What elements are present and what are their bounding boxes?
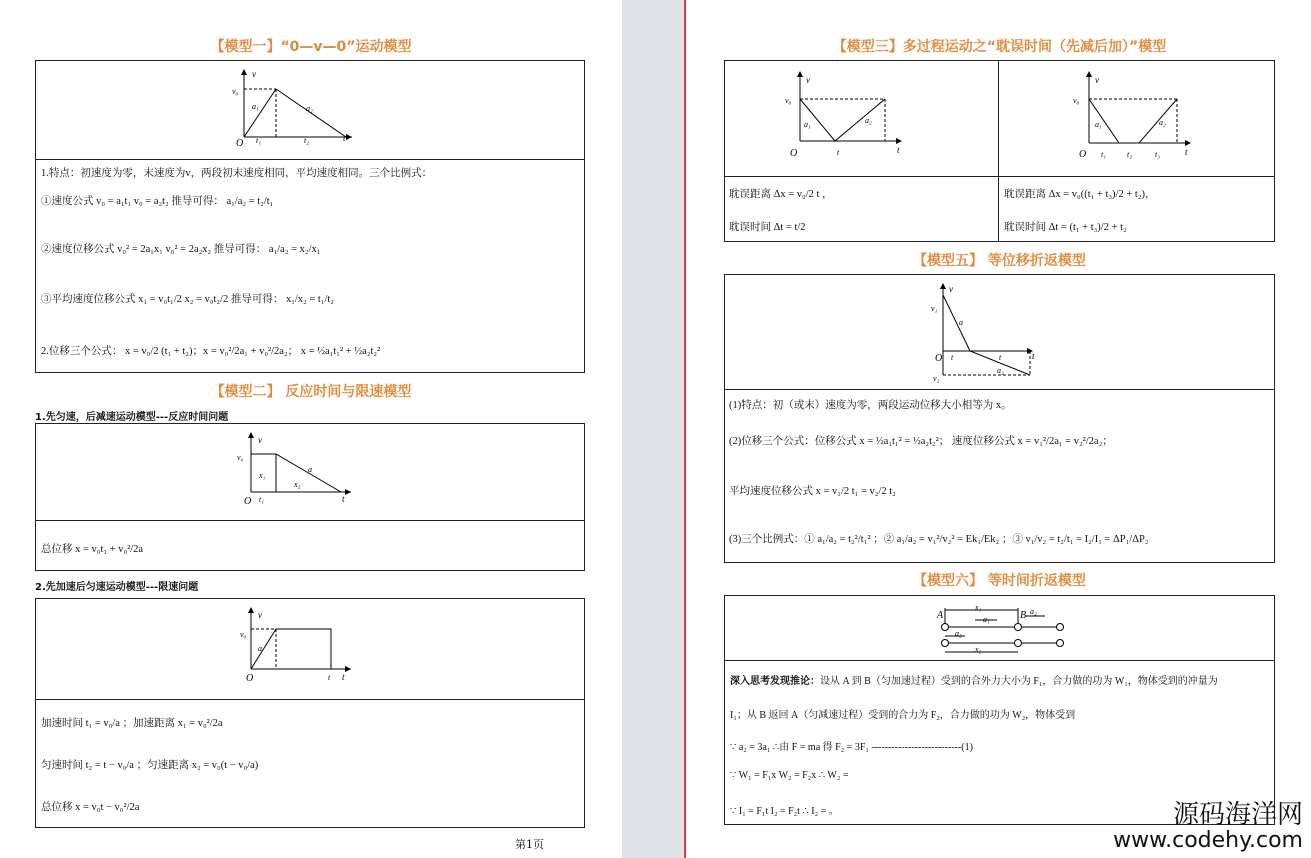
model5-ratios: (3)三个比例式：① a₁/a₂ = t₂²/t₁² ；② a₁/a₂ = v₁²/v₂² = Ek₁/Ek₂ ；③ v₁/v₂ = t₂/t₁ = I₂/I₁ = ΔP₁/ΔP₂: [729, 534, 1149, 545]
svg-text:v: v: [252, 69, 256, 79]
model5-feature: (1)特点：初（或末）速度为零，两段运动位移大小相等为 x。: [729, 400, 1012, 411]
model3-graph-left: [725, 61, 998, 176]
model3-right-distance: 耽误距离 Δx = v₀((t₁ + t₃)/2 + t₂)，: [1004, 189, 1156, 200]
svg-text:a₁: a₁: [1095, 120, 1102, 129]
model2-table2: [35, 598, 585, 828]
model1-table: [35, 60, 585, 373]
model6-diagram: [725, 596, 1276, 660]
model2-table1: [35, 423, 585, 571]
model6-table: [724, 595, 1275, 825]
svg-text:v₀: v₀: [232, 87, 239, 96]
watermark-line1: 源码海洋网: [1172, 799, 1303, 830]
page-number: 第1页: [515, 838, 544, 851]
svg-text:O: O: [246, 673, 254, 684]
svg-text:O: O: [244, 496, 252, 507]
svg-text:t: t: [1185, 147, 1188, 157]
svg-text:a: a: [959, 318, 963, 327]
model2-uniform-time: 匀速时间 t₂ = t − v₀/a ；匀速距离 x₂ = v₀(t − v₀/a): [41, 760, 259, 771]
svg-text:O: O: [790, 148, 798, 159]
svg-text:v₀: v₀: [240, 630, 247, 639]
svg-text:x₁: x₁: [259, 471, 266, 480]
svg-text:t: t: [999, 353, 1002, 362]
svg-text:t: t: [342, 672, 345, 682]
svg-text:a₂: a₂: [1159, 118, 1166, 127]
model1-title: 【模型一】“0—v—0”运动模型: [210, 39, 412, 55]
watermark: [1113, 799, 1303, 853]
model3-title: 【模型三】多过程运动之“耽误时间（先减后加）”模型: [832, 39, 1167, 55]
model6-inference: [730, 672, 1218, 687]
svg-text:t₁: t₁: [256, 136, 262, 145]
svg-text:x₂: x₂: [975, 645, 982, 654]
model2-sub2: 2.先加速后匀速运动模型---限速问题: [35, 582, 199, 593]
svg-text:O: O: [236, 138, 244, 149]
svg-text:a₂: a₂: [997, 366, 1004, 375]
watermark-line2: www.codehy.com: [1113, 827, 1303, 853]
svg-text:a₁: a₁: [252, 102, 259, 111]
model3-graph-right: [999, 61, 1275, 176]
svg-text:t₁: t₁: [1101, 150, 1107, 159]
svg-text:x₂: x₂: [294, 480, 301, 489]
svg-text:t: t: [343, 133, 346, 143]
model1-vt-graph: [36, 61, 586, 161]
svg-text:t₂: t₂: [304, 136, 310, 145]
svg-text:t: t: [951, 353, 954, 362]
model2-total-displacement-2: 总位移 x = v₀t − v₀²/2a: [41, 802, 140, 813]
model6-line5: ∵ I₁ = F₁t I₂ = F₂t ∴ I₂ = 。: [730, 806, 839, 817]
model2-accel-time: 加速时间 t₁ = v₀/a ；加速距离 x₁ = v₀²/2a: [41, 718, 223, 729]
svg-text:v₂: v₂: [933, 374, 940, 383]
model2-graph1: [36, 424, 586, 520]
right-page: [684, 0, 1311, 858]
model3-left-distance: 耽误距离 Δx = v₀/2 t ，: [729, 189, 833, 200]
svg-text:a₂: a₂: [865, 116, 872, 125]
model5-graph: [725, 275, 1276, 389]
svg-text:a₁: a₁: [804, 120, 811, 129]
svg-text:t: t: [328, 673, 331, 682]
svg-text:A: A: [937, 610, 944, 621]
svg-text:x₁: x₁: [975, 603, 982, 612]
model6-inference-label: 深入思考发现推论：: [730, 676, 820, 687]
model5-title: 【模型五】 等位移折返模型: [913, 253, 1086, 269]
svg-text:t: t: [342, 494, 345, 504]
svg-text:v₀: v₀: [237, 453, 244, 462]
svg-text:v: v: [949, 284, 953, 294]
svg-text:a₁: a₁: [983, 615, 990, 624]
svg-text:a₂: a₂: [306, 104, 313, 113]
svg-text:v: v: [258, 610, 262, 620]
svg-text:a₂: a₂: [1030, 607, 1037, 616]
svg-text:v: v: [806, 75, 810, 85]
model6-line3: ∵ a₂ = 3a₁ ∴由 F = ma 得 F₂ = 3F₁ ---------------------------(1): [730, 742, 973, 753]
model6-title: 【模型六】 等时间折返模型: [913, 573, 1086, 589]
model5-avg-velocity: 平均速度位移公式 x = v₁/2 t₁ = v₂/2 t₂: [729, 486, 896, 497]
svg-text:t: t: [1032, 351, 1035, 361]
svg-text:v₁: v₁: [931, 304, 938, 313]
model1-formula-1: ①速度公式 v₀ = a₁t₁ v₀ = a₂t₂ 推导可得： a₁/a₂ = t₂/t₁: [41, 196, 274, 207]
model5-displacement: (2)位移三个公式：位移公式 x = ½a₁t₁² = ½a₂t₂²； 速度位移公式 x = v₁²/2a₁ = v₂²/2a₂；: [729, 436, 1113, 447]
svg-text:a: a: [308, 465, 312, 474]
svg-text:a₂: a₂: [955, 629, 962, 638]
model6-line4: ∵ W₁ = F₁x W₂ = F₂x ∴ W₂ =: [730, 770, 849, 781]
model3-table: [724, 60, 1275, 242]
svg-text:O: O: [935, 353, 943, 364]
model6-line2: I₁；从 B 返回 A（匀减速过程）受到的合力为 F₂，合力做的功为 W₂，物体受到: [730, 710, 1076, 721]
model2-graph2: [36, 599, 586, 699]
svg-text:t₁: t₁: [259, 495, 265, 504]
svg-text:v: v: [1095, 75, 1099, 85]
model1-feature: 1.特点：初速度为零，末速度为v，两段初末速度相同，平均速度相同。三个比例式：: [41, 168, 433, 179]
svg-text:v₀: v₀: [785, 96, 792, 105]
svg-text:t₃: t₃: [1155, 150, 1161, 159]
model1-formula-2: ②速度位移公式 v₀² = 2a₁x₁ v₀² = 2a₂x₂ 推导可得： a₁/a₂ = x₂/x₁: [41, 244, 321, 255]
model2-total-displacement: 总位移 x = v₀t₁ + v₀²/2a: [41, 544, 144, 555]
model3-right-time: 耽误时间 Δt = (t₁ + t₃)/2 + t₂: [1004, 222, 1127, 233]
model1-displacement: 2.位移三个公式： x = v₀/2 (t₁ + t₂)；x = v₀²/2a₁ + v₀²/2a₂； x = ½a₁t₁² + ½a₂t₂²: [41, 346, 381, 357]
svg-text:O: O: [1079, 149, 1087, 160]
svg-text:B: B: [1020, 610, 1027, 621]
model5-table: [724, 274, 1275, 563]
svg-text:t: t: [837, 148, 840, 157]
svg-text:a: a: [258, 644, 262, 653]
svg-text:v₀: v₀: [1073, 96, 1080, 105]
model1-formula-3: ③平均速度位移公式 x₁ = v₀t₁/2 x₂ = v₀t₂/2 推导可得： x₁/x₂ = t₁/t₂: [41, 294, 334, 305]
svg-text:t₂: t₂: [1127, 150, 1133, 159]
model3-left-time: 耽误时间 Δt = t/2: [729, 222, 806, 233]
model2-title: 【模型二】 反应时间与限速模型: [210, 384, 412, 400]
model2-sub1: 1.先匀速，后减速运动模型---反应时间问题: [35, 412, 229, 423]
model6-inference-text: 设从 A 到 B（匀加速过程）受到的合外力大小为 F₁，合力做的功为 W₁，物体受到的冲量为: [820, 676, 1218, 687]
svg-text:t: t: [897, 145, 900, 155]
svg-text:v: v: [258, 435, 262, 445]
left-page: [0, 0, 622, 858]
